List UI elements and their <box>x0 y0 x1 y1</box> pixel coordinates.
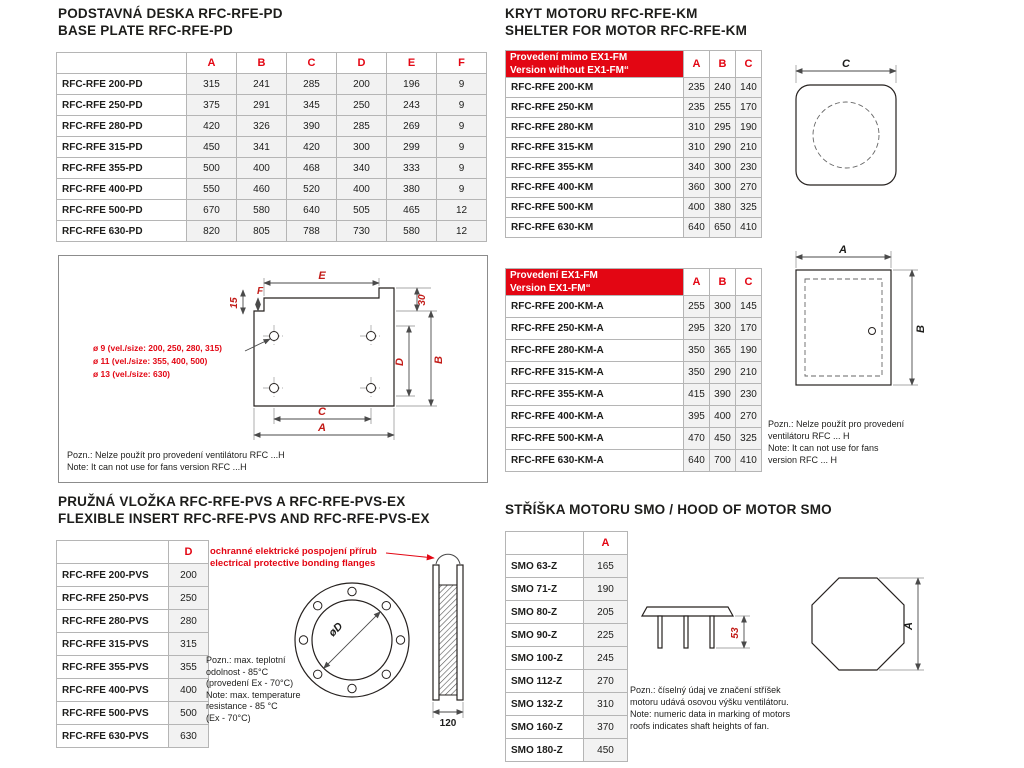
value-cell: 290 <box>710 138 736 158</box>
value-cell: 333 <box>387 158 437 179</box>
table-row <box>506 98 762 118</box>
table-row <box>506 118 762 138</box>
value-cell: 420 <box>287 137 337 158</box>
table-header-label-cz: Provedení mimo EX1-FM <box>510 52 628 63</box>
flexible-insert-dimensions-table <box>56 540 209 748</box>
value-cell: 465 <box>387 200 437 221</box>
value-cell: 630 <box>169 725 209 748</box>
motor-hood-technical-drawing <box>628 556 980 698</box>
table-row <box>57 137 487 158</box>
value-cell: 9 <box>437 74 487 95</box>
table-row <box>506 384 762 406</box>
value-cell: 190 <box>584 578 628 601</box>
value-cell: 230 <box>736 384 762 406</box>
note-line: version RFC ... H <box>768 455 838 465</box>
row-label: SMO 80-Z <box>506 601 584 624</box>
row-label: RFC-RFE 315-KM <box>506 138 684 158</box>
value-cell: 805 <box>237 221 287 242</box>
column-header: B <box>710 269 736 296</box>
value-cell: 450 <box>584 739 628 762</box>
dim-a-label: A <box>318 422 326 434</box>
table-corner-cell <box>57 53 187 74</box>
value-cell: 470 <box>684 428 710 450</box>
value-cell: 326 <box>237 116 287 137</box>
flexible-insert-title-cz: PRUŽNÁ VLOŽKA RFC-RFE-PVS A RFC-RFE-PVS-EX <box>58 494 406 509</box>
value-cell: 390 <box>710 384 736 406</box>
row-label: RFC-RFE 355-KM <box>506 158 684 178</box>
hood-top-view <box>812 578 924 670</box>
row-label: RFC-RFE 400-PD <box>57 179 187 200</box>
hood-side-view <box>642 607 750 648</box>
table-corner-cell <box>57 541 169 564</box>
value-cell: 340 <box>684 158 710 178</box>
value-cell: 340 <box>337 158 387 179</box>
dim-e-label: E <box>318 270 326 282</box>
table-row <box>506 428 762 450</box>
note-line: Pozn.: Nelze použít pro provedení <box>768 419 905 429</box>
table-row <box>57 679 209 702</box>
value-cell: 500 <box>169 702 209 725</box>
row-label: RFC-RFE 200-KM-A <box>506 296 684 318</box>
table-header-label-cz: Provedení EX1-FM <box>510 270 598 281</box>
base-plate-title-en: BASE PLATE RFC-RFE-PD <box>58 23 233 38</box>
value-cell: 200 <box>169 564 209 587</box>
flexible-insert-title-en: FLEXIBLE INSERT RFC-RFE-PVS AND RFC-RFE-PVS-EX <box>58 511 430 526</box>
table-corner-cell <box>506 532 584 555</box>
table-row <box>506 601 628 624</box>
row-label: RFC-RFE 500-PVS <box>57 702 169 725</box>
value-cell: 450 <box>187 137 237 158</box>
row-label: RFC-RFE 250-PD <box>57 95 187 116</box>
value-cell: 210 <box>736 362 762 384</box>
motor-hood-title: STŘÍŠKA MOTORU SMO / HOOD OF MOTOR SMO <box>505 502 832 517</box>
base-plate-section-title <box>58 5 283 39</box>
value-cell: 285 <box>337 116 387 137</box>
base-plate-title-cz: PODSTAVNÁ DESKA RFC-RFE-PD <box>58 6 283 21</box>
value-cell: 299 <box>387 137 437 158</box>
dim-c-label: C <box>842 58 850 70</box>
value-cell: 9 <box>437 95 487 116</box>
value-cell: 145 <box>736 296 762 318</box>
value-cell: 235 <box>684 78 710 98</box>
table-row <box>506 578 628 601</box>
value-cell: 225 <box>584 624 628 647</box>
bonding-note-en: electrical protective bonding flanges <box>210 558 376 569</box>
note-line: roofs indicates shaft heights of fan. <box>630 721 770 731</box>
value-cell: 468 <box>287 158 337 179</box>
table-row <box>57 95 487 116</box>
row-label: RFC-RFE 355-PD <box>57 158 187 179</box>
row-label: RFC-RFE 400-KM-A <box>506 406 684 428</box>
table-row <box>57 633 209 656</box>
table-row <box>506 318 762 340</box>
value-cell: 395 <box>684 406 710 428</box>
bonding-note-cz: ochranné elektrické pospojení přírub <box>210 546 377 557</box>
note-line: Note: It can not use for fans <box>768 443 879 453</box>
shelter-side-view <box>796 244 927 385</box>
bonding-note <box>210 546 430 570</box>
row-label: RFC-RFE 500-KM-A <box>506 428 684 450</box>
value-cell: 295 <box>684 318 710 340</box>
row-label: SMO 71-Z <box>506 578 584 601</box>
column-header: C <box>736 51 762 78</box>
table-row <box>506 178 762 198</box>
row-label: RFC-RFE 280-PD <box>57 116 187 137</box>
value-cell: 300 <box>337 137 387 158</box>
value-cell: 400 <box>337 179 387 200</box>
table-row <box>506 647 628 670</box>
value-cell: 243 <box>387 95 437 116</box>
value-cell: 505 <box>337 200 387 221</box>
row-label: RFC-RFE 250-PVS <box>57 587 169 610</box>
row-label: RFC-RFE 280-PVS <box>57 610 169 633</box>
value-cell: 320 <box>710 318 736 340</box>
hole-note-line: ø 11 (vel./size: 355, 400, 500) <box>93 356 208 366</box>
value-cell: 410 <box>736 450 762 472</box>
table-row <box>57 116 487 137</box>
note-line-cz: Pozn.: Nelze použít pro provedení ventilátoru RFC ...H <box>67 450 285 460</box>
note-line: Pozn.: číselný údaj ve značení stříšek <box>630 685 781 695</box>
value-cell: 820 <box>187 221 237 242</box>
value-cell: 9 <box>437 179 487 200</box>
value-cell: 196 <box>387 74 437 95</box>
value-cell: 400 <box>684 198 710 218</box>
dim-width-label: 120 <box>439 718 457 729</box>
dim-c-label: C <box>318 406 326 418</box>
value-cell: 300 <box>710 296 736 318</box>
table-row <box>506 158 762 178</box>
note-line: motoru udává osovou výšku ventilátoru. <box>630 697 789 707</box>
table-row <box>506 198 762 218</box>
hole-note-line: ø 13 (vel./size: 630) <box>93 369 171 379</box>
value-cell: 300 <box>710 178 736 198</box>
table-row <box>57 587 209 610</box>
row-label: RFC-RFE 200-PD <box>57 74 187 95</box>
value-cell: 270 <box>736 406 762 428</box>
value-cell: 245 <box>584 647 628 670</box>
value-cell: 310 <box>584 693 628 716</box>
row-label: SMO 100-Z <box>506 647 584 670</box>
value-cell: 270 <box>736 178 762 198</box>
column-header: D <box>337 53 387 74</box>
row-label: RFC-RFE 315-PVS <box>57 633 169 656</box>
note-line: resistance - 85 °C <box>206 701 278 711</box>
motor-shelter-standard-table <box>505 50 762 238</box>
value-cell: 400 <box>710 406 736 428</box>
column-header: A <box>584 532 628 555</box>
table-row <box>57 158 487 179</box>
table-row <box>57 74 487 95</box>
table-row <box>57 221 487 242</box>
value-cell: 250 <box>169 587 209 610</box>
value-cell: 291 <box>237 95 287 116</box>
table-row <box>506 450 762 472</box>
row-label: RFC-RFE 355-KM-A <box>506 384 684 406</box>
dim-a-label: A <box>839 244 847 256</box>
value-cell: 341 <box>237 137 287 158</box>
value-cell: 190 <box>736 340 762 362</box>
value-cell: 310 <box>684 138 710 158</box>
value-cell: 310 <box>684 118 710 138</box>
value-cell: 365 <box>710 340 736 362</box>
value-cell: 295 <box>710 118 736 138</box>
value-cell: 500 <box>187 158 237 179</box>
dim-30-label: 30 <box>417 294 428 306</box>
value-cell: 200 <box>337 74 387 95</box>
column-header: B <box>710 51 736 78</box>
motor-hood-note <box>630 684 850 732</box>
value-cell: 240 <box>710 78 736 98</box>
motor-shelter-technical-drawing <box>766 55 978 405</box>
table-row <box>506 138 762 158</box>
row-label: RFC-RFE 200-KM <box>506 78 684 98</box>
motor-shelter-section-title <box>505 5 747 39</box>
value-cell: 380 <box>710 198 736 218</box>
row-label: RFC-RFE 355-PVS <box>57 656 169 679</box>
table-row <box>506 340 762 362</box>
table-row <box>506 716 628 739</box>
hole-note-line: ø 9 (vel./size: 200, 250, 280, 315) <box>93 343 222 353</box>
value-cell: 730 <box>337 221 387 242</box>
hole-size-notes <box>93 342 222 381</box>
motor-shelter-note <box>768 418 973 466</box>
row-label: RFC-RFE 200-PVS <box>57 564 169 587</box>
value-cell: 360 <box>684 178 710 198</box>
value-cell: 700 <box>710 450 736 472</box>
value-cell: 420 <box>187 116 237 137</box>
table-row <box>506 362 762 384</box>
row-label: RFC-RFE 630-KM-A <box>506 450 684 472</box>
value-cell: 375 <box>187 95 237 116</box>
value-cell: 165 <box>584 555 628 578</box>
value-cell: 400 <box>169 679 209 702</box>
row-label: SMO 112-Z <box>506 670 584 693</box>
column-header: E <box>387 53 437 74</box>
base-plate-dimensions-table <box>56 52 487 242</box>
table-row <box>506 296 762 318</box>
value-cell: 205 <box>584 601 628 624</box>
base-plate-drawing-box <box>58 255 488 483</box>
header-row <box>506 51 762 78</box>
row-label: RFC-RFE 630-PD <box>57 221 187 242</box>
value-cell: 230 <box>736 158 762 178</box>
table-row <box>506 218 762 238</box>
row-label: RFC-RFE 630-KM <box>506 218 684 238</box>
value-cell: 285 <box>287 74 337 95</box>
flexible-insert-section-title <box>58 493 430 527</box>
dim-a-label: A <box>903 622 915 630</box>
value-cell: 460 <box>237 179 287 200</box>
header-row <box>506 532 628 555</box>
dim-f-label: F <box>256 286 264 297</box>
value-cell: 12 <box>437 221 487 242</box>
column-header: F <box>437 53 487 74</box>
value-cell: 350 <box>684 362 710 384</box>
table-row <box>506 739 628 762</box>
table-corner-cell <box>506 51 684 78</box>
motor-shelter-title-cz: KRYT MOTORU RFC-RFE-KM <box>505 6 698 21</box>
motor-shelter-ex-table <box>505 268 762 472</box>
value-cell: 210 <box>736 138 762 158</box>
value-cell: 415 <box>684 384 710 406</box>
table-row <box>57 702 209 725</box>
note-line: (provedení Ex - 70°C) <box>206 678 294 688</box>
dim-d-label: D <box>394 358 406 366</box>
value-cell: 450 <box>710 428 736 450</box>
row-label: RFC-RFE 250-KM-A <box>506 318 684 340</box>
row-label: RFC-RFE 280-KM <box>506 118 684 138</box>
value-cell: 325 <box>736 198 762 218</box>
value-cell: 9 <box>437 116 487 137</box>
value-cell: 9 <box>437 137 487 158</box>
row-label: RFC-RFE 630-PVS <box>57 725 169 748</box>
column-header: B <box>237 53 287 74</box>
row-label: RFC-RFE 280-KM-A <box>506 340 684 362</box>
value-cell: 255 <box>684 296 710 318</box>
value-cell: 788 <box>287 221 337 242</box>
table-row <box>506 624 628 647</box>
value-cell: 640 <box>287 200 337 221</box>
value-cell: 290 <box>710 362 736 384</box>
header-row <box>57 541 209 564</box>
value-cell: 380 <box>387 179 437 200</box>
table-header-label-en: Version EX1-FM“ <box>510 283 591 294</box>
row-label: RFC-RFE 400-PVS <box>57 679 169 702</box>
row-label: SMO 160-Z <box>506 716 584 739</box>
value-cell: 315 <box>187 74 237 95</box>
column-header: A <box>187 53 237 74</box>
table-row <box>506 693 628 716</box>
value-cell: 390 <box>287 116 337 137</box>
value-cell: 241 <box>237 74 287 95</box>
row-label: RFC-RFE 500-PD <box>57 200 187 221</box>
table-row <box>57 564 209 587</box>
row-label: RFC-RFE 400-KM <box>506 178 684 198</box>
flexible-insert-note <box>206 655 324 724</box>
value-cell: 170 <box>736 98 762 118</box>
value-cell: 345 <box>287 95 337 116</box>
motor-hood-dimensions-table <box>505 531 628 762</box>
dim-15-label: 15 <box>229 297 240 309</box>
row-label: SMO 63-Z <box>506 555 584 578</box>
row-label: RFC-RFE 315-KM-A <box>506 362 684 384</box>
table-row <box>506 555 628 578</box>
value-cell: 250 <box>337 95 387 116</box>
value-cell: 400 <box>237 158 287 179</box>
header-row <box>57 53 487 74</box>
value-cell: 140 <box>736 78 762 98</box>
note-line: odolnost - 85°C <box>206 666 269 677</box>
row-label: SMO 90-Z <box>506 624 584 647</box>
dim-height-label: 53 <box>730 627 741 639</box>
value-cell: 370 <box>584 716 628 739</box>
value-cell: 650 <box>710 218 736 238</box>
flexible-insert-technical-drawing <box>198 540 490 758</box>
note-line: Note: max. temperature <box>206 689 301 700</box>
table-row <box>506 78 762 98</box>
row-label: RFC-RFE 315-PD <box>57 137 187 158</box>
value-cell: 580 <box>387 221 437 242</box>
value-cell: 640 <box>684 450 710 472</box>
value-cell: 190 <box>736 118 762 138</box>
column-header: D <box>169 541 209 564</box>
motor-hood-section-title <box>505 501 832 518</box>
motor-shelter-title-en: SHELTER FOR MOTOR RFC-RFE-KM <box>505 23 748 38</box>
dim-diameter-label: øD <box>326 620 346 640</box>
table-row <box>57 610 209 633</box>
column-header: A <box>684 51 710 78</box>
dim-b-label: B <box>433 356 445 364</box>
value-cell: 9 <box>437 158 487 179</box>
column-header: C <box>736 269 762 296</box>
value-cell: 280 <box>169 610 209 633</box>
value-cell: 580 <box>237 200 287 221</box>
row-label: RFC-RFE 250-KM <box>506 98 684 118</box>
header-row <box>506 269 762 296</box>
table-row <box>506 406 762 428</box>
value-cell: 520 <box>287 179 337 200</box>
shelter-top-view <box>796 58 896 185</box>
dim-b-label: B <box>915 325 927 333</box>
table-row <box>57 656 209 679</box>
table-header-label-en: Version without EX1-FM“ <box>510 65 629 76</box>
value-cell: 640 <box>684 218 710 238</box>
table-row <box>57 179 487 200</box>
value-cell: 269 <box>387 116 437 137</box>
column-header: A <box>684 269 710 296</box>
value-cell: 550 <box>187 179 237 200</box>
value-cell: 315 <box>169 633 209 656</box>
note-line-en: Note: It can not use for fans version RFC ...H <box>67 462 247 472</box>
table-corner-cell <box>506 269 684 296</box>
note-line: Pozn.: max. teplotní <box>206 655 286 665</box>
column-header: C <box>287 53 337 74</box>
note-line: (Ex - 70°C) <box>206 712 251 723</box>
base-plate-note <box>67 449 285 473</box>
value-cell: 270 <box>584 670 628 693</box>
value-cell: 235 <box>684 98 710 118</box>
table-row <box>57 200 487 221</box>
table-row <box>57 725 209 748</box>
value-cell: 355 <box>169 656 209 679</box>
value-cell: 325 <box>736 428 762 450</box>
value-cell: 12 <box>437 200 487 221</box>
value-cell: 255 <box>710 98 736 118</box>
value-cell: 410 <box>736 218 762 238</box>
value-cell: 350 <box>684 340 710 362</box>
row-label: SMO 180-Z <box>506 739 584 762</box>
row-label: SMO 132-Z <box>506 693 584 716</box>
value-cell: 670 <box>187 200 237 221</box>
table-row <box>506 670 628 693</box>
value-cell: 300 <box>710 158 736 178</box>
row-label: RFC-RFE 500-KM <box>506 198 684 218</box>
note-line: Note: numeric data in marking of motors <box>630 709 791 719</box>
value-cell: 170 <box>736 318 762 340</box>
note-line: ventilátoru RFC ... H <box>768 431 850 441</box>
